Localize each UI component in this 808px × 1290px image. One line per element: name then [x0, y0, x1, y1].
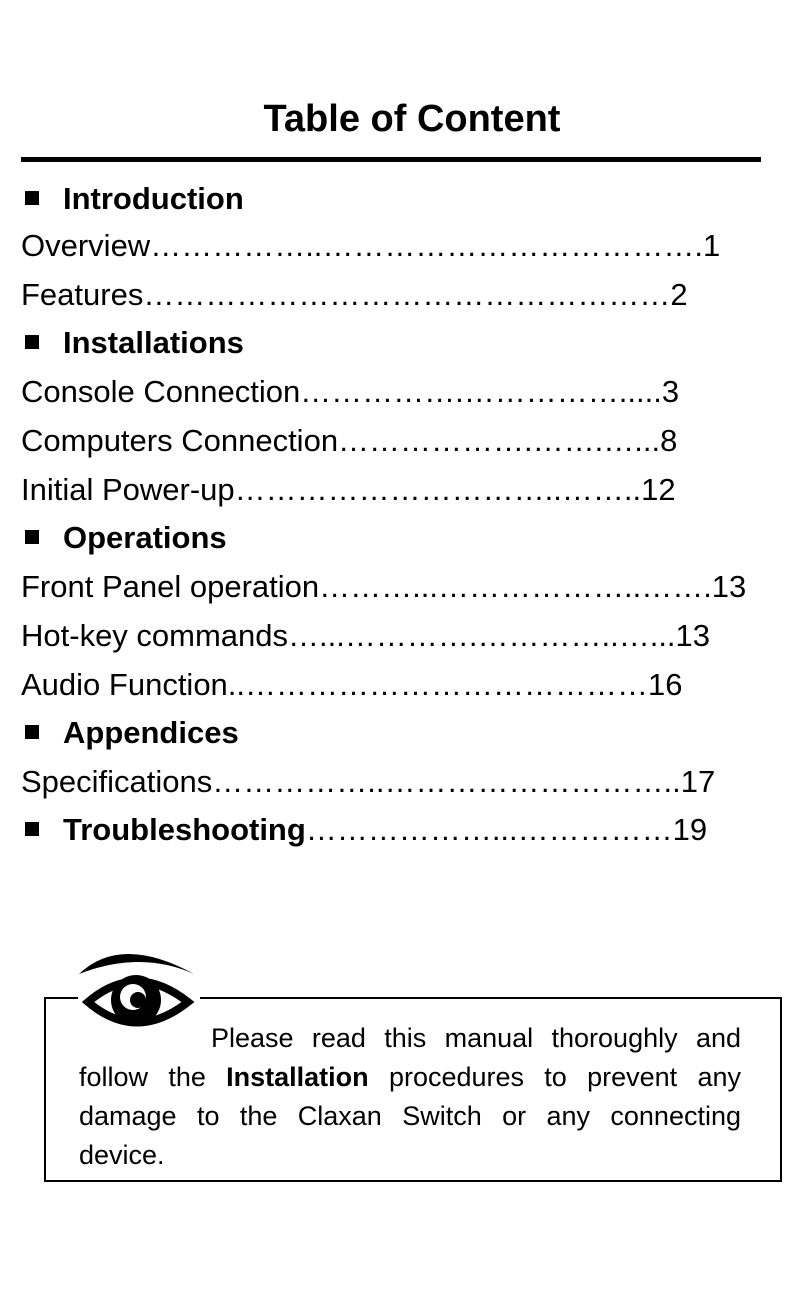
title-rule [21, 157, 761, 162]
toc-section-label: Operations [63, 520, 227, 555]
toc-entry-computers-connection[interactable]: Computers Connection……………….…….…...8 [21, 423, 678, 458]
toc-section-troubleshooting[interactable] [21, 810, 707, 850]
toc-entry-hot-key-commands[interactable]: Hot-key commands…...………….…………..…...13 [21, 618, 711, 653]
bullet-icon [25, 335, 39, 349]
bullet-icon [25, 191, 39, 205]
toc-section-introduction [21, 179, 244, 219]
page-title: Table of Content [263, 98, 561, 140]
toc-section-installations [21, 323, 244, 363]
notice-text-after: procedures to prevent any damage to the Claxan Switch or any connecting device. [79, 1062, 741, 1170]
toc-entry-initial-power-up[interactable]: Initial Power-up…………………………..……..12 [21, 472, 676, 507]
notice-text-bold: Installation [226, 1062, 369, 1092]
toc-entry-front-panel-operation[interactable]: Front Panel operation………...………………..…….13 [21, 569, 747, 604]
toc-entry-overview[interactable]: Overview……………..……………………………….1 [21, 228, 721, 263]
toc-entry-specifications[interactable]: Specifications……………..………………………..17 [21, 764, 716, 799]
notice-text [79, 1019, 741, 1175]
toc-section-label: Introduction [63, 181, 244, 216]
bullet-icon [25, 530, 39, 544]
toc-section-appendices [21, 713, 239, 753]
toc-entry-audio-function[interactable]: Audio Function..…………………………………16 [21, 667, 683, 702]
bullet-icon [25, 822, 39, 836]
toc-leader: ………………...……………19 [305, 812, 708, 847]
toc-section-operations [21, 518, 227, 558]
toc-section-label: Troubleshooting [63, 812, 306, 847]
toc-entry-features[interactable]: Features……………………………………………2 [21, 277, 688, 312]
toc-entry-console-connection[interactable]: Console Connection…………….…………….....3 [21, 374, 680, 409]
notice-text-before: Please read this manual thoroughly and follow the [79, 1023, 741, 1092]
toc-section-label: Appendices [63, 715, 239, 750]
bullet-icon [25, 725, 39, 739]
toc-section-label: Installations [63, 325, 244, 360]
